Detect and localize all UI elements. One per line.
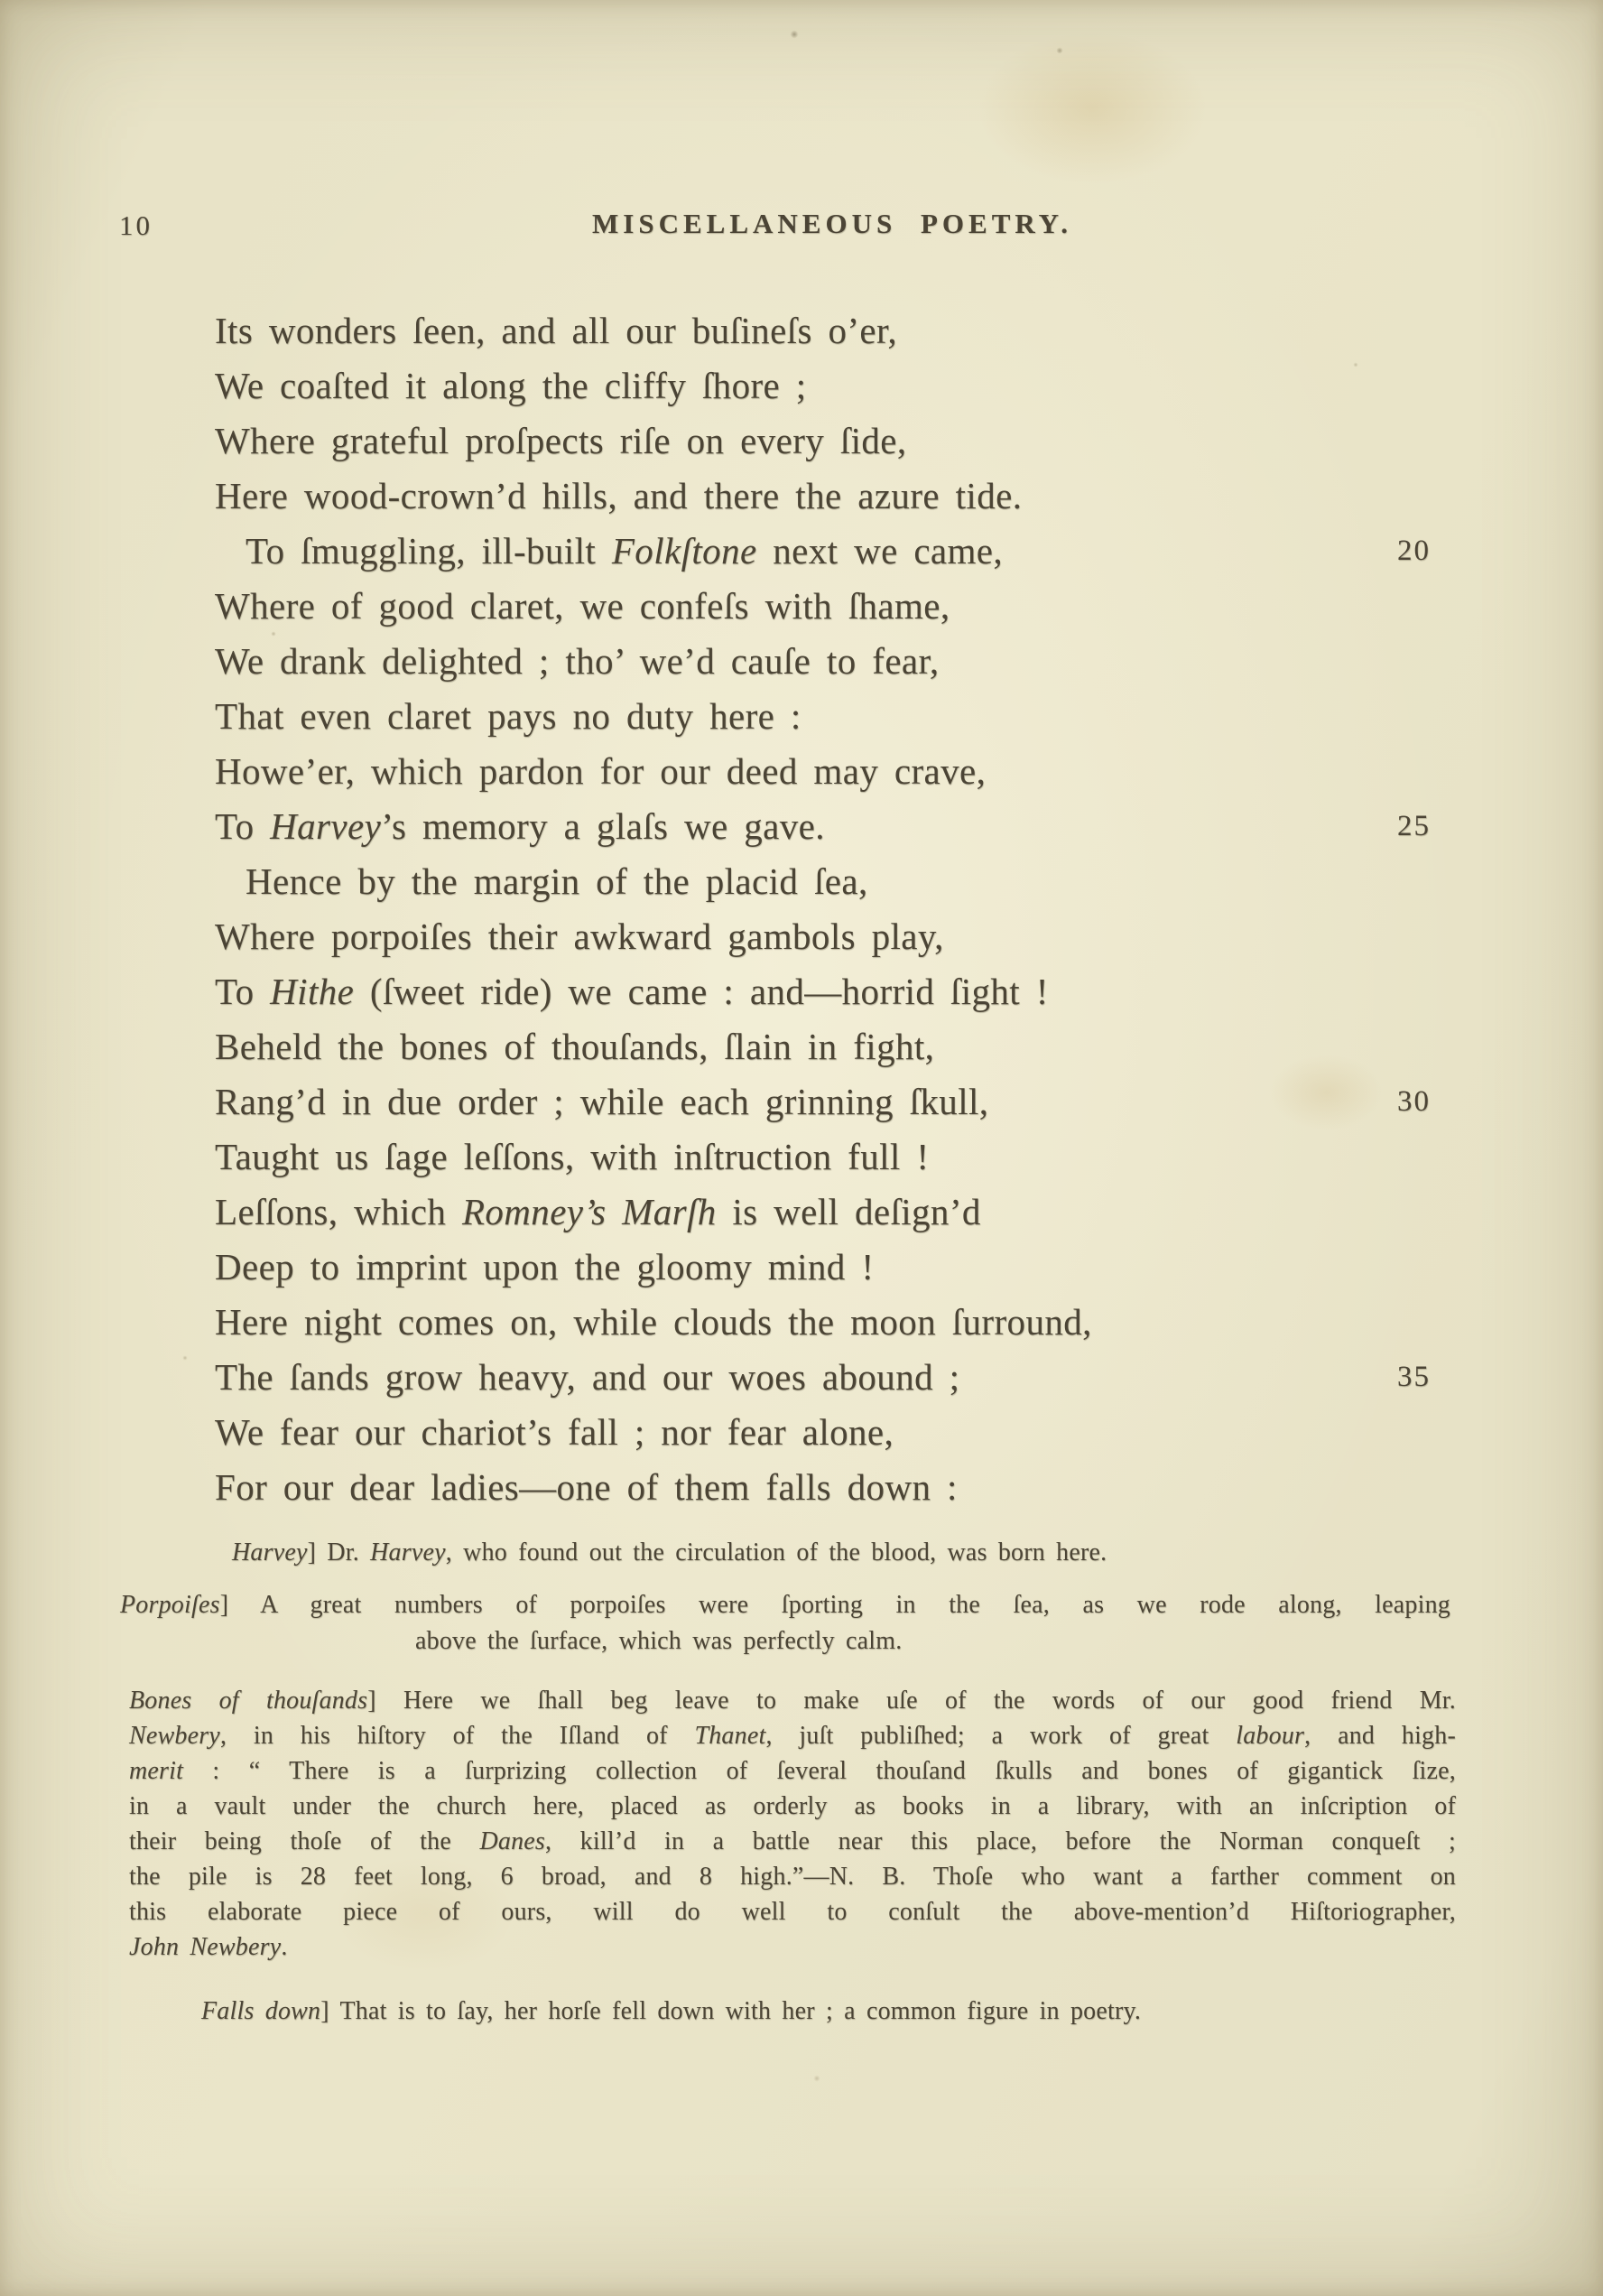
text: Hence by the margin of the placid ſea,	[246, 860, 868, 902]
text: (ſweet ride) we came : and—horrid ſight !	[354, 971, 1049, 1012]
text: in a vault under the church here, placed as orderly as books in a library, with an inſcription of	[129, 1792, 1456, 1820]
text: Beheld the bones of thouſands, ſlain in fight,	[215, 1026, 935, 1067]
poem-line	[215, 414, 907, 469]
poem-line	[215, 1460, 958, 1515]
poem-line	[215, 744, 986, 799]
text: ’s memory a glaſs we gave.	[381, 805, 825, 847]
poem-line	[215, 634, 940, 689]
text: Taught us ſage leſſons, with inſtruction full !	[215, 1136, 930, 1177]
poem-line	[215, 689, 802, 744]
text: Here night comes on, while clouds the moon ſurround,	[215, 1301, 1092, 1343]
footnote-line	[232, 1535, 1107, 1571]
italic-text: Romney’s Marſh	[461, 1191, 717, 1232]
text: We coaſted it along the cliffy ſhore ;	[215, 365, 807, 406]
text: ] A great numbers of porpoiſes were ſporting in the ſea, as we rode along, leaping	[219, 1591, 1450, 1619]
poem-line	[215, 524, 1003, 579]
poem-line-number: 30	[1397, 1085, 1431, 1118]
text: next we came,	[756, 530, 1004, 572]
text: Howe’er, which pardon for our deed may crave,	[215, 750, 987, 792]
italic-text: Newbery	[129, 1722, 220, 1750]
italic-text: Thanet	[694, 1722, 766, 1750]
italic-text: Porpoiſes	[120, 1591, 220, 1619]
poem-line	[215, 1240, 874, 1295]
text: Where of good claret, we confeſs with ſhame,	[215, 585, 950, 627]
text: , juſt publiſhed; a work of great	[765, 1722, 1237, 1750]
poem-line	[215, 854, 868, 909]
text: the pile is 28 feet long, 6 broad, and 8 high.”—N. B. Thoſe who want a farther comment on	[129, 1863, 1456, 1891]
italic-text: Harvey	[270, 805, 382, 847]
poem-line-number: 25	[1397, 810, 1431, 842]
poem-line-number: 35	[1397, 1361, 1431, 1393]
poem-line	[215, 799, 825, 854]
poem-line	[215, 303, 897, 358]
poem-line	[215, 1405, 894, 1460]
text: , kill’d in a battle near this place, before the Norman conqueſt ;	[545, 1827, 1456, 1855]
footnote-line	[129, 1859, 1456, 1894]
footnote-line	[129, 1894, 1456, 1929]
text: For our dear ladies—one of them falls down :	[215, 1466, 958, 1508]
poem-line-number: 20	[1397, 534, 1431, 567]
italic-text: Folkſtone	[611, 530, 757, 572]
text: Leſſons, which	[215, 1191, 462, 1232]
poem	[215, 303, 1388, 1531]
poem-line	[215, 1074, 988, 1129]
text: this elaborate piece of ours, will do well to conſult the above-mention’d Hiſtoriographer,	[129, 1898, 1456, 1926]
footnote-bones	[129, 1683, 1456, 1965]
text: We fear our chariot’s fall ; nor fear alone,	[215, 1411, 894, 1453]
italic-text: Bones of thouſands	[129, 1687, 368, 1715]
text: Its wonders ſeen, and all our buſineſs o’er,	[215, 310, 898, 351]
text: , in his hiſtory of the Iſland of	[219, 1722, 695, 1750]
poem-line	[215, 909, 944, 964]
text: : “ There is a ſurprizing collection of ſeveral thouſand ſkulls and bones of gigantick ſize,	[183, 1757, 1456, 1785]
footnote-porpoises	[120, 1587, 1450, 1659]
text: To ſmuggling, ill-built	[246, 530, 612, 572]
text: , and high-	[1304, 1722, 1456, 1750]
poem-line	[215, 358, 807, 414]
footnote-line	[129, 1929, 1456, 1965]
page-number: 10	[119, 209, 153, 241]
text: .	[281, 1933, 288, 1961]
text: ] Dr.	[307, 1538, 371, 1566]
footnote-line	[129, 1683, 1456, 1718]
poem-line	[215, 579, 950, 634]
text: Where grateful proſpects riſe on every ſide,	[215, 420, 907, 461]
text: ] Here we ſhall beg leave to make uſe of the words of our good friend Mr.	[367, 1687, 1456, 1715]
poem-line	[215, 1019, 934, 1074]
footnote-harvey	[232, 1535, 1107, 1571]
footnote-line	[129, 1753, 1456, 1789]
text: That even claret pays no duty here :	[215, 695, 802, 737]
italic-text: Hithe	[270, 971, 355, 1012]
text: ] That is to ſay, her horſe fell down with her ; a common figure in poetry.	[320, 1997, 1142, 2025]
poem-line	[215, 1350, 959, 1405]
footnote-line	[120, 1623, 1450, 1659]
text: To	[215, 805, 271, 847]
poem-line	[215, 1295, 1092, 1350]
italic-text: John Newbery	[129, 1933, 282, 1961]
footnote-line	[201, 1994, 1141, 2030]
italic-text: Danes	[479, 1827, 545, 1855]
running-title: MISCELLANEOUS POETRY.	[592, 208, 1072, 239]
text: , who found out the circulation of the blood, was born here.	[445, 1538, 1107, 1566]
italic-text: Falls down	[201, 1997, 321, 2025]
text: above the ſurface, which was perfectly calm.	[415, 1627, 903, 1655]
text: The ſands grow heavy, and our woes abound ;	[215, 1356, 960, 1398]
text: is well deſign’d	[716, 1191, 981, 1232]
poem-line	[215, 469, 1022, 524]
italic-text: merit	[129, 1757, 184, 1785]
footnote-line	[129, 1789, 1456, 1824]
footnote-line	[120, 1587, 1450, 1623]
text: Where porpoiſes their awkward gambols play,	[215, 916, 944, 957]
text: We drank delighted ; tho’ we’d cauſe to fear,	[215, 640, 940, 682]
poem-line	[215, 1185, 981, 1240]
text: Deep to imprint upon the gloomy mind !	[215, 1246, 875, 1287]
text: their being thoſe of the	[129, 1827, 480, 1855]
text: Here wood-crown’d hills, and there the azure tide.	[215, 475, 1023, 516]
footnote-line	[129, 1824, 1456, 1859]
italic-text: Harvey	[232, 1538, 308, 1566]
margin-numbers	[1397, 303, 1469, 1531]
text: Rang’d in due order ; while each grinning ſkull,	[215, 1081, 989, 1122]
poem-line	[215, 964, 1049, 1019]
poem-line	[215, 1129, 929, 1185]
footnote-line	[129, 1718, 1456, 1753]
italic-text: Harvey	[370, 1538, 446, 1566]
text: To	[215, 971, 271, 1012]
footnote-falls-down	[201, 1994, 1141, 2030]
italic-text: labour	[1236, 1722, 1305, 1750]
